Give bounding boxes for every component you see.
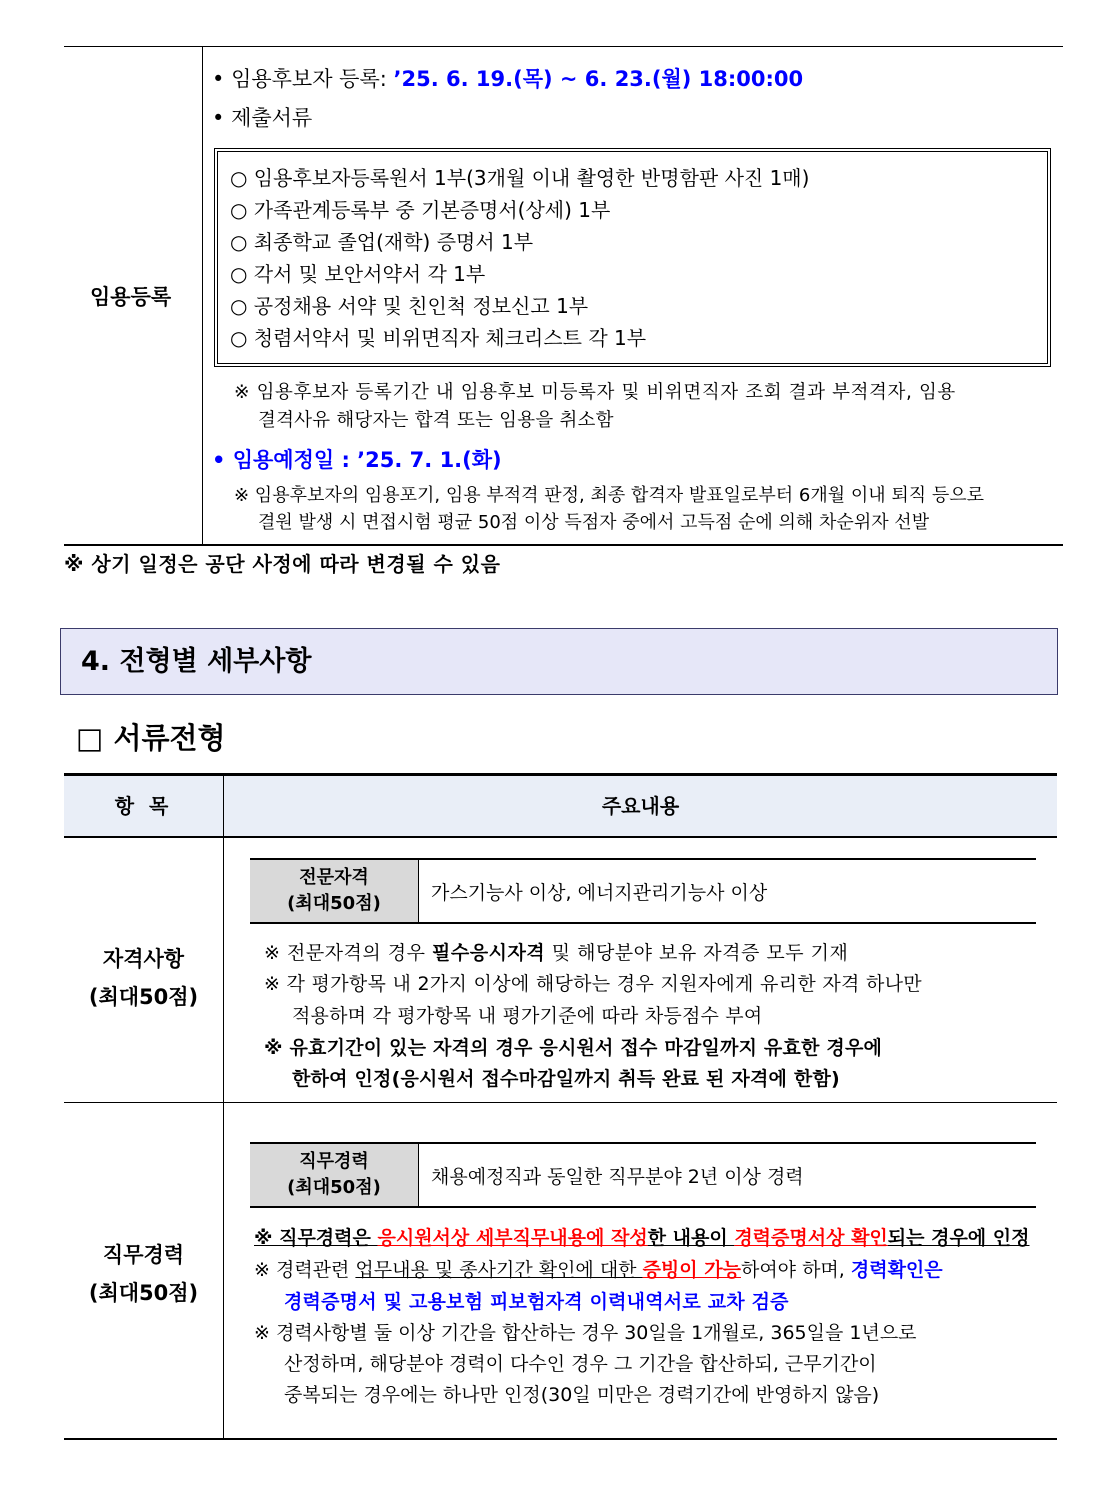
qualification-note-b-line1: ※ 각 평가항목 내 2가지 이상에 해당하는 경우 지원자에게 유리한 자격 하나만 (264, 973, 922, 995)
document-item: ○ 최종학교 졸업(재학) 증명서 1부 (230, 230, 534, 254)
screening-top-border (64, 773, 1057, 776)
schedule-bottom-border (64, 544, 1063, 546)
career-box-value: 채용예정직과 동일한 직무분야 2년 이상 경력 (431, 1165, 804, 1188)
row-label-career (64, 1236, 223, 1312)
schedule-row-label: 임용등록 (90, 285, 172, 309)
note-underline: 업무내용 및 종사기간 확인에 대한 (355, 1259, 643, 1281)
screening-bottom-border (64, 1438, 1057, 1440)
box-bottom-border (250, 922, 1036, 924)
registration-note-line1: ※ 임용후보자 등록기간 내 임용후보 미등록자 및 비위면직자 조회 결과 부적격자, 임용 (234, 382, 956, 403)
qualification-box-head (250, 860, 419, 922)
row-label-line2: (최대50점) (88, 985, 199, 1009)
documents-label: 제출서류 (231, 106, 313, 130)
registration-label: 임용후보자 등록: (231, 67, 394, 91)
qualification-note-c-line1: ※ 유효기간이 있는 자격의 경우 응시원서 접수 마감일까지 유효한 경우에 (264, 1037, 883, 1059)
note-red: 경력증명서상 확인 (734, 1227, 888, 1249)
screening-row-divider (64, 1102, 1057, 1103)
appointment-note-line1: ※ 임용후보자의 임용포기, 임용 부적격 판정, 최종 합격자 발표일로부터 6개월 이내 퇴직 등으로 (234, 485, 984, 506)
bullet-dot: • (212, 448, 233, 472)
row-label-line1: 직무경력 (102, 1243, 185, 1267)
qualification-note-a (264, 941, 848, 965)
document-item: ○ 청렴서약서 및 비위면직자 체크리스트 각 1부 (230, 326, 647, 350)
note-text: 및 해당분야 보유 자격증 모두 기재 (545, 942, 849, 964)
career-note-b-line1 (254, 1258, 943, 1282)
note-text: ※ 경력관련 (254, 1259, 356, 1281)
document-item: ○ 공정채용 서약 및 친인척 정보신고 1부 (230, 294, 589, 318)
appointment-date-bullet (212, 447, 502, 473)
registration-bullet (212, 66, 803, 92)
screening-column-divider (223, 775, 224, 1440)
qualification-box (250, 858, 1036, 924)
document-item: ○ 각서 및 보안서약서 각 1부 (230, 262, 486, 286)
box-bottom-border (250, 1206, 1036, 1208)
registration-period: ’25. 6. 19.(목) ~ 6. 23.(월) 18:00:00 (393, 67, 804, 91)
row-label-qualification (64, 940, 223, 1016)
career-note-c-line1: ※ 경력사항별 둘 이상 기간을 합산하는 경우 30일을 1개월로, 365일을 1년으로 (254, 1322, 917, 1344)
screening-header-border (64, 836, 1057, 838)
qualification-note-c-line2: 한하여 인정(응시원서 접수마감일까지 취득 완료 된 자격에 한함) (292, 1068, 840, 1090)
career-box-head (250, 1144, 419, 1206)
header-content: 주요내용 (601, 794, 680, 818)
bullet-dot: • (212, 106, 232, 130)
schedule-footnote: ※ 상기 일정은 공단 사정에 따라 변경될 수 있음 (64, 552, 501, 576)
note-text: ※ 직무경력은 (254, 1227, 378, 1249)
career-note-b-line2: 경력증명서 및 고용보험 피보험자격 이력내역서로 교차 검증 (284, 1291, 789, 1313)
header-item: 항 목 (114, 794, 173, 818)
note-text: ※ 전문자격의 경우 (264, 942, 433, 964)
appointment-note-line2: 결원 발생 시 면접시험 평균 50점 이상 득점자 중에서 고득점 순에 의해 차순위자 선발 (258, 512, 930, 533)
box-head-line2: (최대50점) (287, 893, 381, 914)
row-label-line1: 자격사항 (102, 947, 185, 971)
note-text: 한 내용이 (647, 1227, 735, 1249)
qualification-note-b-line2: 적용하며 각 평가항목 내 평가기준에 따라 차등점수 부여 (292, 1005, 763, 1027)
box-head-line1: 전문자격 (299, 867, 369, 888)
bullet-dot: • (212, 67, 232, 91)
box-head-line2: (최대50점) (287, 1177, 381, 1198)
note-text: 하여야 하며, (740, 1259, 851, 1281)
note-red: 응시원서상 세부직무내용에 작성 (377, 1227, 648, 1249)
note-bold: 필수응시자격 (432, 942, 546, 964)
document-item: ○ 가족관계등록부 중 기본증명서(상세) 1부 (230, 198, 611, 222)
career-box (250, 1142, 1036, 1208)
appointment-date: 임용예정일 : ’25. 7. 1.(화) (232, 448, 502, 472)
row-label-line2: (최대50점) (88, 1281, 199, 1305)
qualification-box-value: 가스기능사 이상, 에너지관리기능사 이상 (431, 881, 768, 904)
section-title-bar (60, 628, 1058, 695)
schedule-top-border (64, 46, 1063, 47)
career-note-a (254, 1226, 1030, 1250)
registration-note-line2: 결격사유 해당자는 합격 또는 임용을 취소함 (258, 410, 614, 431)
note-blue: 경력확인은 (850, 1259, 943, 1281)
document-item: ○ 임용후보자등록원서 1부(3개월 이내 촬영한 반명함판 사진 1매) (230, 166, 810, 190)
schedule-divider (202, 46, 203, 546)
note-red: 증빙이 가능 (642, 1259, 741, 1281)
career-note-c-line3: 중복되는 경우에는 하나만 인정(30일 미만은 경력기간에 반영하지 않음) (284, 1384, 880, 1406)
documents-bullet (212, 105, 312, 131)
career-note-c-line2: 산정하며, 해당분야 경력이 다수인 경우 그 기간을 합산하되, 근무기간이 (284, 1353, 877, 1375)
section-subtitle: □ 서류전형 (76, 721, 226, 755)
section-title: 4. 전형별 세부사항 (81, 646, 312, 677)
box-head-line1: 직무경력 (299, 1151, 369, 1172)
note-text: 되는 경우에 인정 (887, 1227, 1030, 1249)
